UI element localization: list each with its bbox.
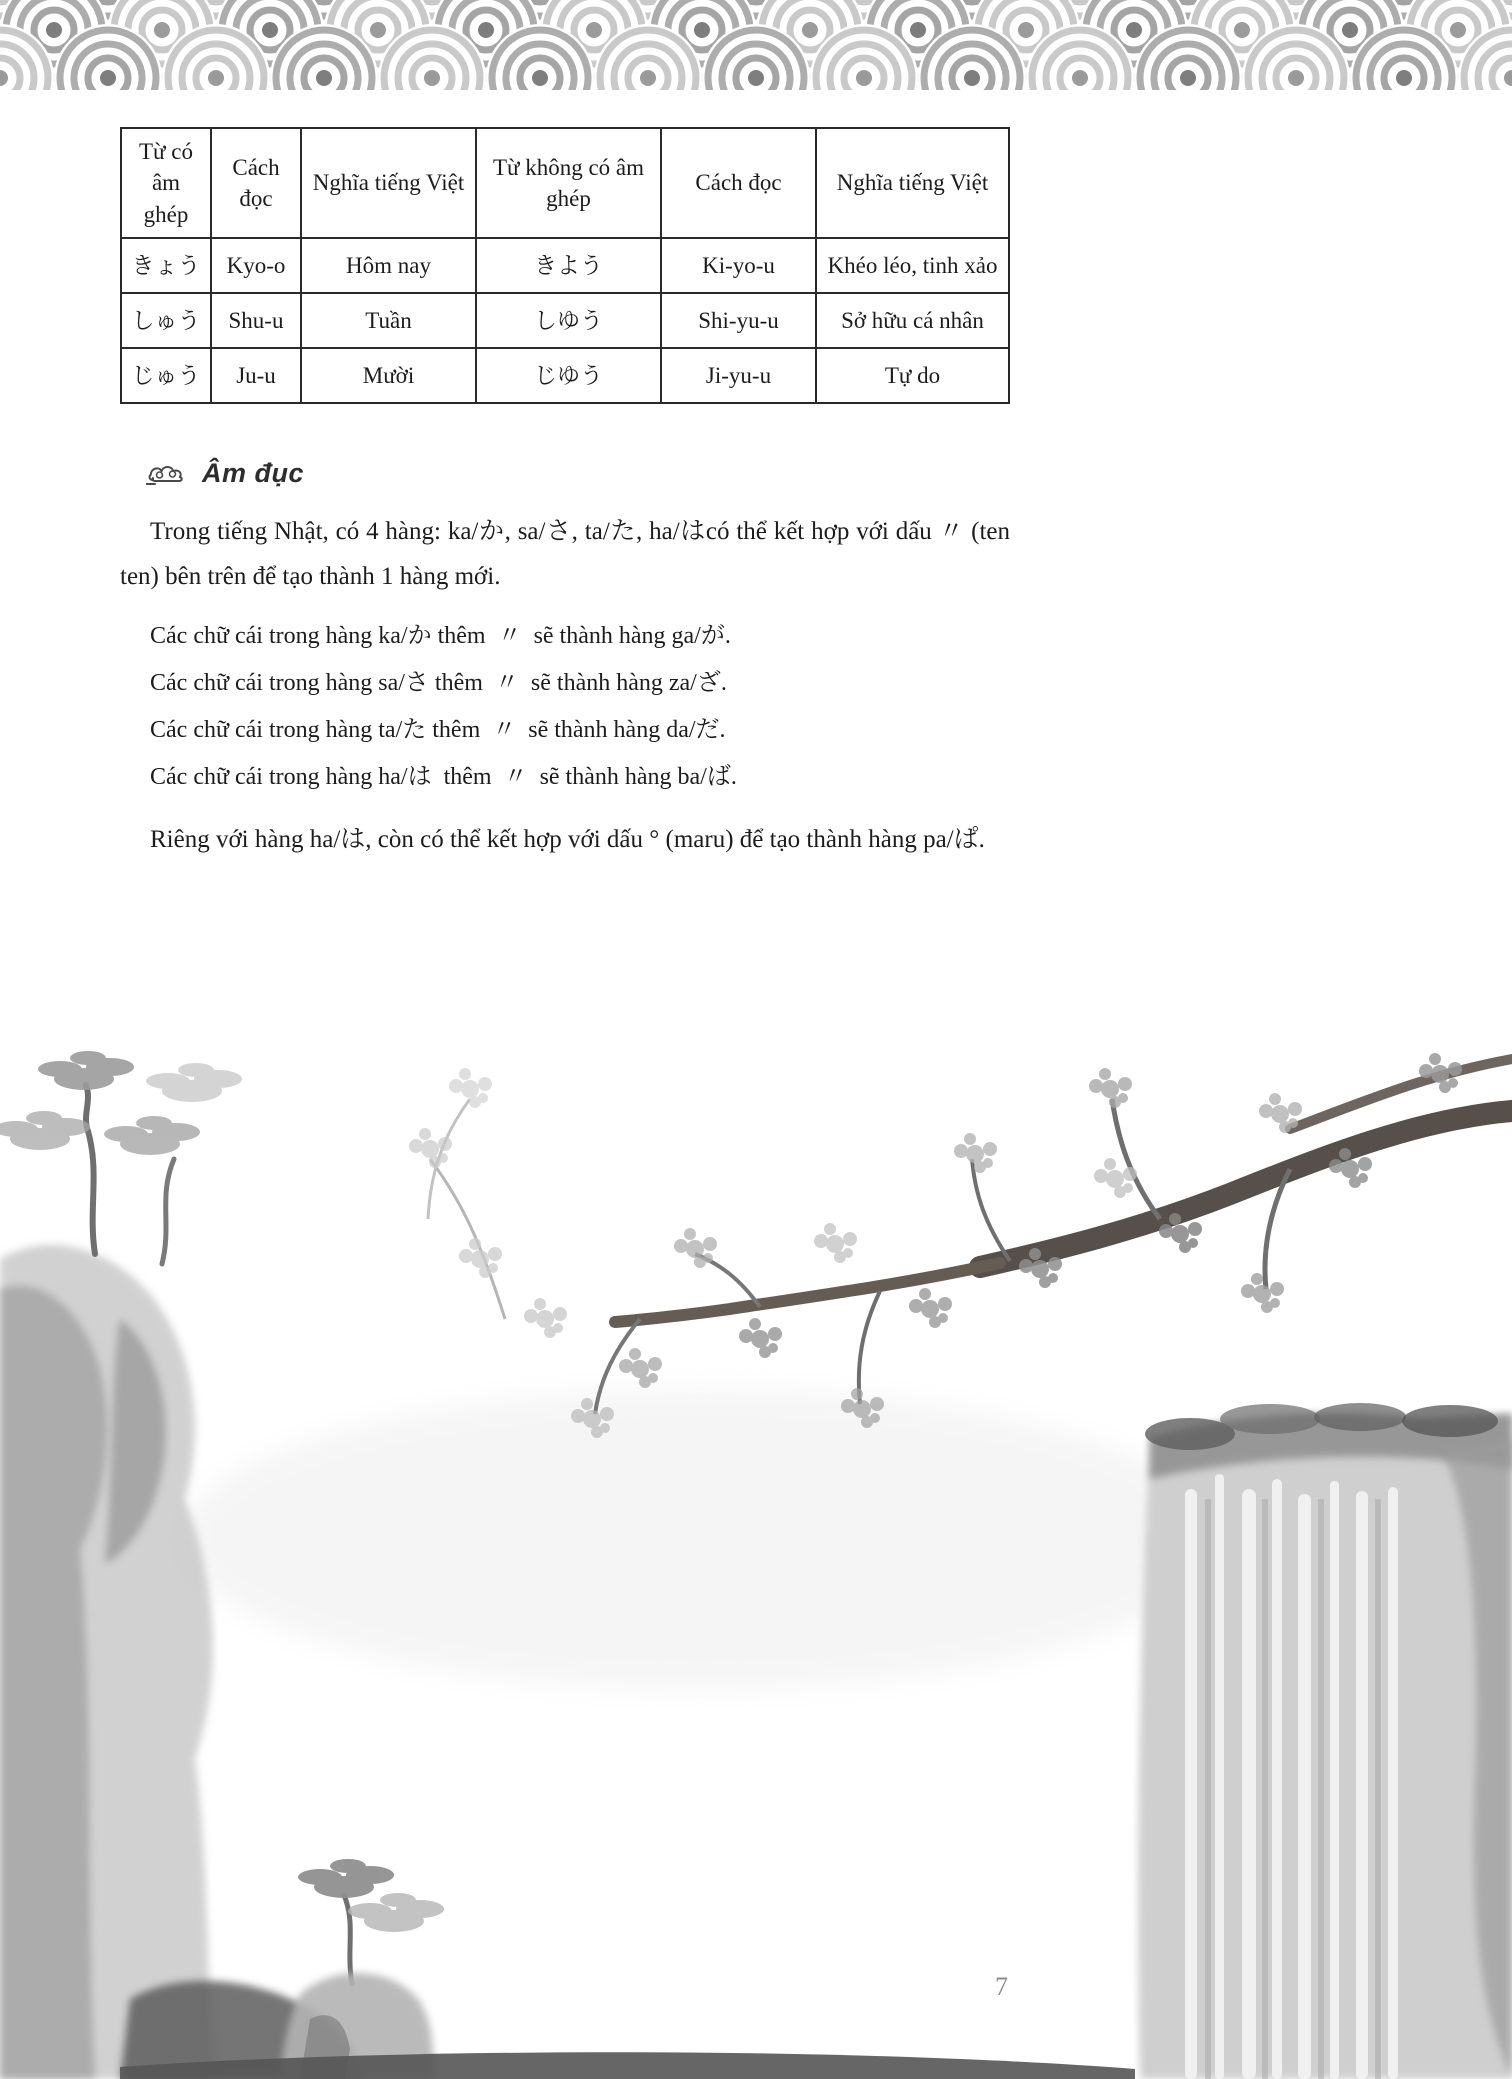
table-cell: Tuần <box>301 293 476 348</box>
rule-line-ga: Các chữ cái trong hàng ka/か thêm 〃 sẽ thành hàng ga/が. <box>150 623 731 649</box>
compound-sounds-table <box>120 127 1010 404</box>
table-cell: きょう <box>121 238 211 293</box>
table-row <box>121 238 1009 293</box>
bottom-ink-band <box>120 2052 1135 2079</box>
table-cell: Ki-yo-u <box>661 238 816 293</box>
section-heading <box>146 458 1010 489</box>
table-row <box>121 348 1009 403</box>
table-cell: Hôm nay <box>301 238 476 293</box>
rule-line-za: Các chữ cái trong hàng sa/さ thêm 〃 sẽ thành hàng za/ざ. <box>150 670 727 696</box>
table-cell: じゅう <box>121 348 211 403</box>
col-header-reading-1: Cách đọc <box>211 128 301 238</box>
left-cliff <box>0 1051 365 2079</box>
table-cell: Kyo-o <box>211 238 301 293</box>
table-cell: Khéo léo, tinh xảo <box>816 238 1009 293</box>
ink-wash-painting <box>0 1019 1512 2079</box>
table-cell: Sở hữu cá nhân <box>816 293 1009 348</box>
blossom-branch <box>409 1053 1512 1438</box>
table-cell: しゆう <box>476 293 661 348</box>
table-cell: Mười <box>301 348 476 403</box>
section-title: Âm đục <box>202 458 305 488</box>
table-cell: Shi-yu-u <box>661 293 816 348</box>
page-content <box>120 127 1010 863</box>
col-header-reading-2: Cách đọc <box>661 128 816 238</box>
maru-paragraph: Riêng với hàng ha/は, còn có thể kết hợp với dấu ° (maru) để tạo thành hàng pa/ぱ. <box>150 826 985 853</box>
table-cell: Shu-u <box>211 293 301 348</box>
table-cell: きよう <box>476 238 661 293</box>
table-cell: しゅう <box>121 293 211 348</box>
table-cell: Ju-u <box>211 348 301 403</box>
col-header-meaning-1: Nghĩa tiếng Việt <box>301 128 476 238</box>
cloud-scroll-icon <box>146 460 188 488</box>
table-cell: じゆう <box>476 348 661 403</box>
rule-line-ba: Các chữ cái trong hàng ha/は thêm 〃 sẽ thành hàng ba/ば. <box>150 764 737 790</box>
wave-pattern-border <box>0 0 1512 90</box>
dakuten-rules <box>120 613 1010 801</box>
table-cell: Tự do <box>816 348 1009 403</box>
page-number: 7 <box>995 1972 1008 2001</box>
col-header-plain-word: Từ không có âm ghép <box>476 128 661 238</box>
rule-line-da: Các chữ cái trong hàng ta/た thêm 〃 sẽ thành hàng da/だ. <box>150 717 726 743</box>
col-header-meaning-2: Nghĩa tiếng Việt <box>816 128 1009 238</box>
table-row <box>121 293 1009 348</box>
table-header-row <box>121 128 1009 238</box>
mist-wash <box>180 1389 1220 1689</box>
small-pine <box>280 1859 444 2079</box>
table-cell: Ji-yu-u <box>661 348 816 403</box>
intro-paragraph: Trong tiếng Nhật, có 4 hàng: ka/か, sa/さ, ta/た, ha/はcó thể kết hợp với dấu 〃 (ten ten) bên trên để tạo thành 1 hàng mới. <box>120 518 1010 590</box>
col-header-compound-word: Từ có âm ghép <box>121 128 211 238</box>
waterfall-cliff <box>1138 1403 1512 2079</box>
